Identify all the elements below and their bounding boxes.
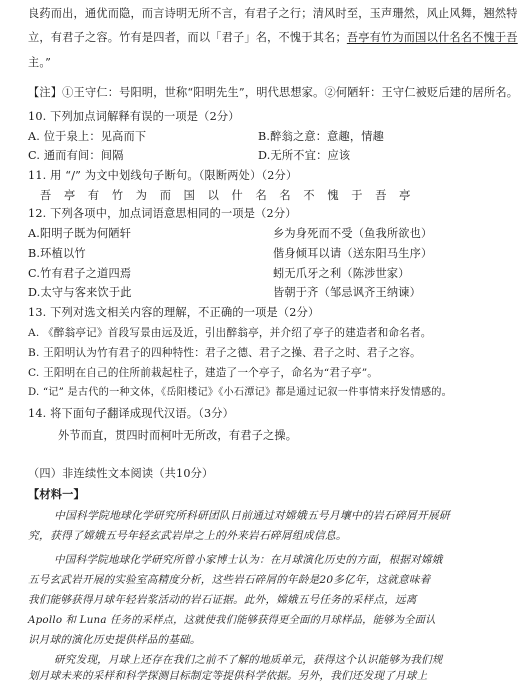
q13-stem: 13. 下列对选文相关内容的理解，不正确的一项是（2分） — [28, 306, 320, 319]
q12-option-c-left: C.竹有君子之道四焉 — [28, 267, 132, 280]
passage-line-3: 主。” — [28, 56, 52, 69]
material-heading: 【材料一】 — [28, 487, 85, 501]
q12-stem: 12. 下列各项中，加点词语意思相同的一项是（2分） — [28, 207, 297, 220]
passage-line-1: 良药而出，通优而隐，而言诗明无所不言，有君子之行；清风时至，玉声珊然，风止风舞，翘然特 — [28, 7, 518, 20]
q12-option-c-right: 蚓无爪牙之利（陈涉世家） — [273, 267, 410, 280]
passage-line-2-text: 立，有君子之容。竹有是四者，而以「君子」名，不愧于其名； — [28, 31, 347, 44]
underlined-sentence: 吾亭有竹为而国以什名名不愧于吾 — [346, 31, 518, 44]
q14-sentence: 外节而直，贯四时而柯叶无所改，有君子之操。 — [58, 429, 298, 442]
material-p3-line1: 研究发现，月球上还存在我们之前不了解的地质单元，获得这个认识能够为我们规 — [54, 654, 443, 666]
note: 【注】①王守仁：号阳明，世称“阳明先生”，明代思想家。②何陋轩：王守仁被贬后建的居所名。 — [28, 86, 519, 99]
q11-stem: 11. 用 “/” 为文中划线句子断句。（限断两处）（2分） — [28, 169, 298, 182]
material-p2-line3: 我们能够获得月球年轻岩浆活动的岩石证据。此外，嫦娥五号任务的采样点，远离 — [28, 594, 417, 606]
q10-option-d: D.无所不宜：应该 — [258, 149, 351, 162]
q10-option-a: A. 位于泉上：见高而下 — [28, 130, 147, 143]
material-p1-line2: 究，获得了嫦娥五号年轻玄武岩岸之上的外来岩石碎屑组成信息。 — [28, 529, 347, 542]
section-title: （四）非连续性文本阅读（共10分） — [28, 467, 214, 480]
q14-stem: 14. 将下面句子翻译成现代汉语。（3分） — [28, 407, 235, 420]
material-p2-line1: 中国科学院地球化学研究所曾小家博士认为：在月球演化历史的方面，根据对嫦娥 — [54, 554, 443, 566]
q10-stem: 10. 下列加点词解释有误的一项是（2分） — [28, 110, 240, 123]
material-p2-line2: 五号玄武岩开展的实验室高精度分析，这些岩石碎屑的年龄是20多亿年，这就意味着 — [28, 574, 431, 586]
q12-option-a-right: 乡为身死而不受（鱼我所欲也） — [273, 227, 433, 240]
material-p2-line4: Apollo 和 Luna 任务的采样点，这就使我们能够获得更全面的月球样品，能够为全面认 — [28, 614, 436, 626]
q11-sentence: 吾 亭 有 竹 为 而 国 以 什 名 名 不 愧 于 吾 亭 — [40, 189, 415, 202]
q13-option-b: B. 王阳明认为竹有君子的四种特性：君子之德、君子之操、君子之时、君子之容。 — [28, 347, 421, 359]
q12-option-d-right: 皆朝于齐（邹忌讽齐王纳谏） — [273, 286, 422, 299]
q12-option-d-left: D.太守与客来饮于此 — [28, 286, 132, 299]
q12-option-a-left: A.阳明子既为何陋轩 — [28, 227, 132, 240]
q10-option-b: B.醉翁之意：意趣，情趣 — [258, 130, 385, 143]
q13-option-a: A. 《醉翁亭记》首段写景由远及近，引出醉翁亭，并介绍了亭子的建造者和命名者。 — [28, 327, 432, 339]
q13-option-c: C. 王阳明在自己的住所前栽起柱子，建造了一个亭子，命名为“君子亭”。 — [28, 367, 379, 379]
q12-option-b-right: 偕身倾耳以请（送东阳马生序） — [273, 247, 433, 260]
q13-option-d: D. “记” 是古代的一种文体，《岳阳楼记》《小石潭记》都是通过记叙一件事情来抒发情感的。 — [28, 387, 453, 398]
material-p2-line5: 识月球的演化历史提供样品的基础。 — [28, 634, 201, 646]
passage-line-2 — [28, 30, 518, 46]
q10-option-c: C. 通而有间：间隔 — [28, 149, 124, 162]
q12-option-b-left: B.环植以竹 — [28, 247, 86, 260]
material-p1-line1: 中国科学院地球化学研究所科研团队日前通过对嫦娥五号月壤中的岩石碎屑开展研 — [54, 509, 450, 522]
material-p3-line2: 划月球未来的采样和科学探测目标制定等提供科学依据。另外，我们还发现了月球上 — [28, 670, 428, 682]
